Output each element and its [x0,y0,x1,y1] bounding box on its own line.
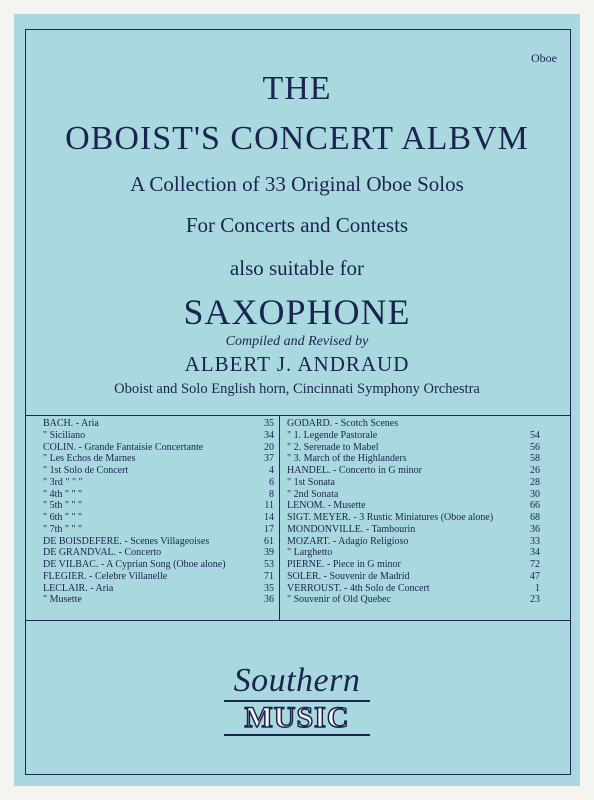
toc-entry [43,500,274,512]
toc-entry [43,489,274,501]
toc-entry-title: " 7th " " " [43,523,83,535]
toc-entry-title: " Souvenir of Old Quebec [287,594,392,606]
toc-entry-page: 34 [264,429,274,441]
toc-entry [287,583,540,595]
toc-entry-page: 47 [530,570,540,582]
toc-entry-title: DE VILBAC. - A Cyprian Song (Oboe alone) [43,559,226,570]
publisher-logo-bottom: MUSIC [224,700,369,736]
toc-entry-page: 36 [264,594,274,606]
toc-entry-title: " Siciliano [43,429,86,441]
toc-column-divider [279,415,280,620]
toc-entry-page: 30 [530,488,540,500]
toc-entry-page: 20 [264,441,274,453]
toc-entry-page: 34 [530,547,540,559]
subtitle-line-1: A Collection of 33 Original Oboe Solos [130,172,464,196]
toc-entry [287,477,540,489]
toc-entry-title: " 6th " " " [43,512,83,523]
toc-entry [43,536,274,548]
toc-entry-page: 8 [269,488,274,500]
author-affiliation: Oboist and Solo English horn, Cincinnati Symphony Orchestra [114,381,480,397]
toc-entry [43,430,274,442]
toc-entry-page: 61 [264,535,274,547]
toc-entry [287,453,540,465]
toc-entry [43,477,274,489]
toc-left-column [43,418,274,606]
toc-entry-page: 17 [264,523,274,535]
toc-entry-title: DE GRANDVAL. - Concerto [43,547,162,559]
toc-entry-title: " 3. March of the Highlanders [287,453,407,465]
toc-entry-page: 71 [264,570,274,582]
toc-entry-page: 11 [264,500,274,512]
toc-entry-title: " Les Echos de Marnes [43,453,136,465]
toc-entry [287,536,540,548]
toc-entry-title: " 1st Sonata [287,476,335,488]
toc-entry-title: " 1. Legende Pastorale [287,429,378,441]
toc-entry-title: HANDEL. - Concerto in G minor [287,465,422,476]
toc-entry [287,465,540,477]
toc-bottom-rule [25,620,571,621]
toc-entry-title: " 1st Solo de Concert [43,465,129,476]
toc-entry-page: 6 [269,476,274,488]
toc-entry-page: 54 [530,429,540,441]
toc-entry [287,594,540,606]
toc-entry-page: 4 [269,465,274,476]
toc-top-rule [25,415,571,416]
toc-entry [287,430,540,442]
toc-entry-title: " Larghetto [287,547,333,559]
toc-entry-title: COLIN. - Grande Fantaisie Concertante [43,441,204,453]
compiled-by: Compiled and Revised by [225,334,369,349]
toc-entry-page: 56 [530,441,540,453]
toc-entry [287,442,540,454]
toc-entry-page: 35 [264,418,274,429]
toc-entry-page: 72 [530,559,540,570]
toc-entry-title: SIGT. MEYER. - 3 Rustic Miniatures (Oboe alone) [287,512,494,523]
toc-entry-title: BACH. - Aria [43,418,99,429]
toc-entry-page: 68 [530,512,540,523]
toc-entry [43,418,274,430]
toc-entry [43,583,274,595]
subtitle-line-2: For Concerts and Contests [185,213,409,237]
toc-entry [43,559,274,571]
toc-entry [43,453,274,465]
publisher-logo [14,664,580,736]
toc-entry-title: " 4th " " " [43,488,83,500]
instrument-title: SAXOPHONE [183,292,411,332]
toc-entry [43,524,274,536]
toc-entry [287,489,540,501]
toc-entry-title: " 5th " " " [43,500,83,512]
toc-entry-title: LENOM. - Musette [287,500,366,512]
cover-page [14,14,580,786]
toc-entry-page: 33 [530,535,540,547]
toc-entry [43,512,274,524]
toc-entry-page: 28 [530,476,540,488]
toc-entry [287,571,540,583]
toc-entry-page: 1 [535,582,540,594]
toc-entry-page: 14 [264,512,274,523]
toc-entry [287,524,540,536]
toc-entry-title: LECLAIR. - Aria [43,582,114,594]
toc-entry-title: " 2nd Sonata [287,488,339,500]
toc-entry [43,547,274,559]
toc-entry [287,512,540,524]
toc-entry-title: " 3rd " " " [43,476,83,488]
toc-entry [43,442,274,454]
toc-entry-title: SOLER. - Souvenir de Madrid [287,570,410,582]
toc-entry-title: " Musette [43,594,82,606]
toc-entry [43,594,274,606]
toc-entry-page: 23 [530,594,540,606]
toc-entry-title: PIERNE. - Piece in G minor [287,559,401,570]
publisher-logo-top: Southern [233,662,361,699]
toc-entry-title: MONDONVILLE. - Tambourin [287,523,416,535]
toc-entry-title: DE BOISDEFERE. - Scenes Villageoises [43,535,210,547]
toc-entry [287,500,540,512]
instrument-corner-label: Oboe [531,51,557,65]
toc-entry-title: FLEGIER. - Celebre Villanelle [43,570,168,582]
toc-entry-page: 58 [530,453,540,465]
toc-entry-page: 53 [264,559,274,570]
toc-entry-page: 35 [264,582,274,594]
toc-entry-title: VERROUST. - 4th Solo de Concert [287,582,430,594]
title-line-2: OBOIST'S CONCERT ALBVM [65,120,529,157]
toc-entry-page: 36 [530,523,540,535]
toc-entry [287,418,540,430]
toc-entry-page: 66 [530,500,540,512]
toc-entry-title: GODARD. - Scotch Scenes [287,418,399,429]
subtitle-line-3: also suitable for [229,256,365,280]
toc-entry-page: 37 [264,453,274,465]
title-line-1: THE [262,70,332,107]
toc-entry-title: " 2. Serenade to Mabel [287,441,379,453]
toc-right-column [287,418,540,606]
toc-entry-page: 26 [530,465,540,476]
toc-entry [43,571,274,583]
toc-entry-title: MOZART. - Adagio Religioso [287,535,409,547]
toc-entry [287,559,540,571]
toc-entry-page: 39 [264,547,274,559]
toc-entry [287,547,540,559]
author-name: ALBERT J. ANDRAUD [184,352,410,376]
toc-entry [43,465,274,477]
